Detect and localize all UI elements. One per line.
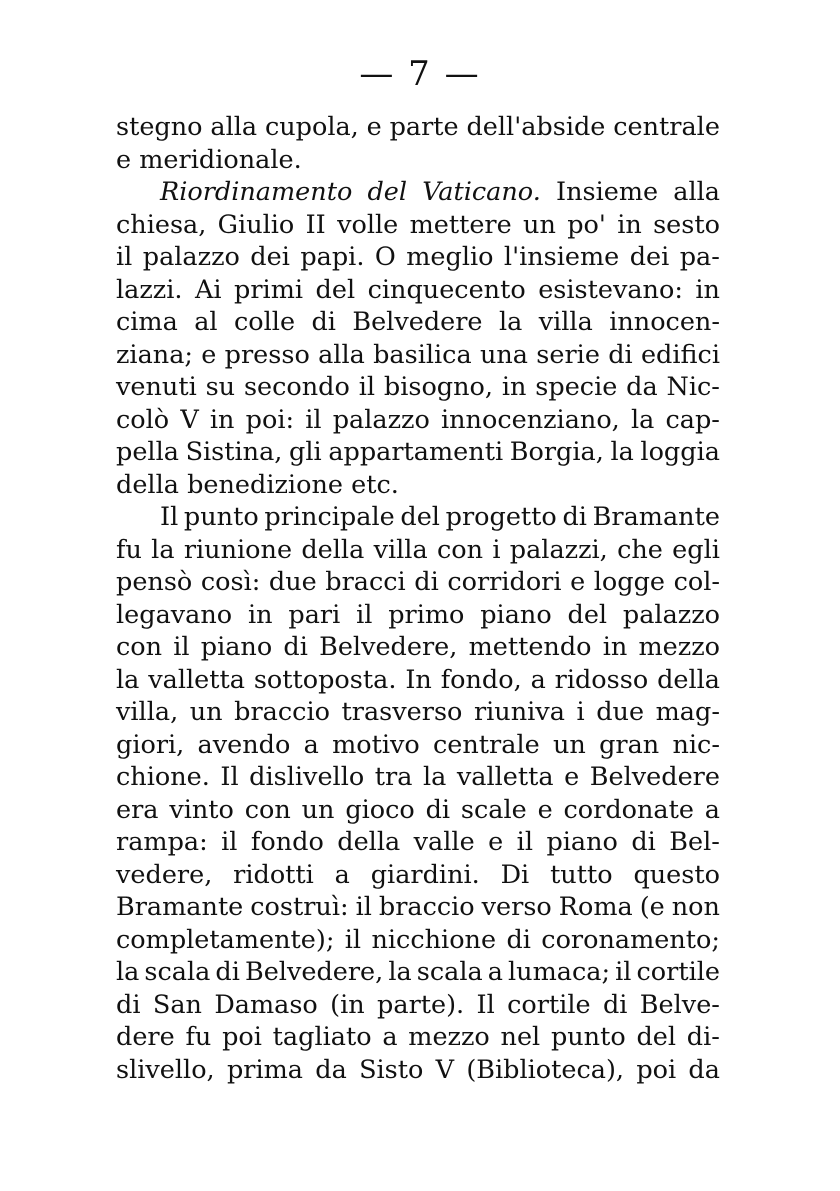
text-line (116, 501, 720, 534)
word: egli (672, 534, 720, 565)
word: due (268, 567, 317, 597)
word: gran (599, 729, 660, 760)
word: papi. (300, 242, 365, 272)
word: poi (636, 1054, 677, 1085)
word: e (201, 339, 217, 370)
word: Belvedere (352, 307, 483, 337)
word: braccio (234, 697, 330, 727)
word: di (425, 794, 451, 825)
word: dell'abside (466, 112, 606, 142)
word: e (488, 827, 504, 857)
word: II (305, 209, 326, 240)
word: pensò (116, 567, 193, 597)
word: villa, (116, 697, 179, 727)
word: fondo, (440, 664, 522, 695)
word: col- (673, 567, 720, 597)
word: valle (413, 827, 475, 857)
word: gli (289, 437, 322, 467)
word: non (671, 892, 720, 922)
word: appartamenti (328, 437, 504, 467)
word: di (631, 827, 656, 857)
word: del (315, 274, 356, 305)
word: Belvedere, (244, 957, 384, 987)
word: mettere (409, 209, 512, 240)
word: bracci (325, 567, 406, 597)
word: colò (116, 404, 170, 435)
word: la (498, 307, 523, 337)
word: trasverso (341, 697, 463, 727)
word: riunione (183, 534, 293, 565)
word: a (487, 957, 503, 987)
text-line (116, 566, 720, 599)
word: legavano (116, 599, 233, 630)
word: il (344, 924, 362, 955)
word: primi (234, 274, 304, 305)
word: la (422, 762, 447, 792)
word: esistevano: (538, 274, 683, 305)
word: pari (288, 599, 341, 630)
word: alla (673, 177, 720, 207)
word: innocenziano, (440, 404, 620, 435)
word: stegno (116, 112, 203, 142)
word: dislivello (249, 762, 365, 792)
word: cupola, (264, 112, 359, 142)
word: tagliato (272, 1022, 372, 1052)
word: e (537, 794, 553, 825)
word: il (173, 632, 190, 662)
word: slivello, (116, 1054, 215, 1085)
word: cap- (665, 404, 720, 435)
word: piano (480, 599, 552, 630)
word: un (189, 697, 223, 727)
word: e (116, 144, 132, 175)
word: della (116, 469, 179, 500)
word: avendo (197, 729, 291, 760)
word: cortile (636, 957, 720, 987)
word: prima (226, 1054, 303, 1085)
word: primo (388, 599, 465, 630)
text-line (116, 404, 720, 437)
word: del (636, 1022, 677, 1052)
word: un (301, 794, 335, 825)
word: scala (416, 957, 483, 987)
word: il (221, 827, 238, 857)
word: secondo (243, 372, 350, 402)
word: a (382, 1022, 398, 1052)
word: meglio (406, 242, 494, 272)
word: Sisto (359, 1054, 424, 1085)
word: di (283, 632, 308, 662)
word: po' (567, 209, 606, 240)
word: il (305, 404, 322, 435)
word: piano (200, 632, 273, 662)
word: principale (264, 502, 395, 532)
word: i (492, 534, 501, 565)
word: chione. (116, 762, 210, 792)
word: fu (116, 534, 142, 565)
text-line (116, 956, 720, 989)
text-line (116, 924, 720, 957)
word: Riordinamento (160, 177, 353, 207)
word: la (388, 957, 412, 987)
word: in (501, 372, 527, 402)
text-line (116, 696, 720, 729)
word: venuti (116, 372, 197, 402)
word: tra (374, 762, 413, 792)
text-line (116, 274, 720, 307)
word: di (215, 957, 240, 987)
word: serie (536, 339, 600, 370)
word: a (704, 794, 720, 825)
text-line (116, 111, 720, 144)
word: di (414, 567, 439, 597)
word: motivo (332, 729, 420, 760)
word: in (247, 599, 273, 630)
word: il (356, 599, 373, 630)
word: punto (550, 1022, 626, 1052)
word: ziana; (116, 339, 194, 370)
word: palazzo (142, 242, 240, 272)
text-line (116, 891, 720, 924)
word: benedizione (187, 469, 343, 500)
word: questo (633, 859, 720, 890)
word: il (355, 892, 372, 922)
word: che (617, 534, 663, 565)
word: una (479, 339, 529, 370)
word: parte (389, 112, 459, 142)
word: V (435, 1054, 455, 1085)
word: lazzi. (116, 274, 183, 305)
word: braccio (378, 892, 475, 922)
word: della (657, 664, 720, 695)
word: scala (144, 957, 211, 987)
word: i (576, 697, 585, 727)
word: a (334, 859, 350, 890)
text-line (116, 599, 720, 632)
word: a (303, 729, 319, 760)
word: Belvedere, (319, 632, 458, 662)
word: di (562, 502, 587, 532)
word: Borgia, (509, 437, 604, 467)
body-text (116, 111, 720, 1086)
text-line (116, 1054, 720, 1087)
word: cordonate (563, 794, 694, 825)
word: villa (538, 307, 593, 337)
word: la (116, 664, 140, 695)
word: mezzo (638, 632, 720, 662)
word: logge (593, 567, 665, 597)
word: del (367, 177, 408, 207)
word: e (366, 112, 382, 142)
word: Bramante (592, 502, 720, 532)
word: Belve- (639, 989, 720, 1020)
word: dere (116, 1022, 175, 1052)
word: fondo (250, 827, 324, 857)
word: la (610, 437, 634, 467)
word: giori, (116, 729, 185, 760)
word: verso (481, 892, 552, 922)
word: fu (185, 1022, 212, 1052)
word: la (151, 534, 175, 565)
word: la (116, 957, 140, 987)
word: V (180, 404, 199, 435)
word: In (405, 664, 432, 695)
word: della (337, 827, 401, 857)
word: completamente); (116, 924, 335, 955)
text-line (116, 729, 720, 762)
word: con (244, 794, 291, 825)
word: piano (546, 827, 618, 857)
word: O (374, 242, 396, 272)
word: un (523, 209, 556, 240)
word: presso (224, 339, 310, 370)
word: meridionale. (139, 144, 302, 175)
word: un (552, 729, 586, 760)
word: al (194, 307, 218, 337)
word: alla (210, 112, 258, 142)
word: da (688, 1054, 720, 1085)
word: Damaso (214, 989, 318, 1020)
word: da (626, 372, 658, 402)
word: vedere, (116, 859, 213, 890)
word: di (116, 989, 141, 1020)
word: era (116, 794, 159, 825)
text-line (116, 1021, 720, 1054)
word: e (564, 762, 580, 792)
word: di (506, 924, 531, 955)
word: sottoposta. (253, 664, 397, 695)
text-line (116, 209, 720, 242)
word: il (516, 827, 533, 857)
word: ridosso (554, 664, 649, 695)
word: cinquecento (367, 274, 526, 305)
word: il (358, 372, 376, 402)
text-line (116, 761, 720, 794)
word: su (205, 372, 236, 402)
word: Belvedere (589, 762, 720, 792)
word: l'insieme (503, 242, 620, 272)
word: mezzo (408, 1022, 490, 1052)
word: alla (318, 339, 365, 370)
word: colle (234, 307, 296, 337)
word: Nic- (666, 372, 720, 402)
word: coronamento; (541, 924, 720, 955)
word: palazzi, (509, 534, 608, 565)
word: in (209, 404, 235, 435)
word: del (400, 502, 440, 532)
word: Vaticano. (422, 177, 541, 207)
word: di (608, 339, 633, 370)
text-line (116, 306, 720, 339)
word: Il (476, 989, 495, 1020)
word: Il (220, 762, 239, 792)
word: da (315, 1054, 347, 1085)
word: due (596, 697, 645, 727)
word: chiesa, (116, 209, 207, 240)
word: della (301, 534, 365, 565)
word: nel (500, 1022, 541, 1052)
word: Giulio (217, 209, 295, 240)
word: a (530, 664, 546, 695)
word: in (695, 274, 720, 305)
word: mag- (655, 697, 720, 727)
word: edifici (640, 339, 720, 370)
word: centrale (613, 112, 720, 142)
word: poi: (245, 404, 295, 435)
text-line (116, 176, 720, 209)
word: dei (629, 242, 670, 272)
word: tutto (550, 859, 613, 890)
text-line (116, 339, 720, 372)
word: cortile (507, 989, 591, 1020)
word: di- (686, 1022, 720, 1052)
word: così: (200, 567, 261, 597)
word: giardini. (370, 859, 480, 890)
word: rampa: (116, 827, 208, 857)
word: Bel- (669, 827, 720, 857)
word: Di (500, 859, 530, 890)
text-line (116, 989, 720, 1022)
word: nic- (672, 729, 720, 760)
word: innocen- (609, 307, 720, 337)
word: vinto (169, 794, 234, 825)
word: di (311, 307, 336, 337)
word: bisogno, (383, 372, 493, 402)
text-line (116, 664, 720, 697)
word: scale (460, 794, 527, 825)
word: Ai (194, 274, 222, 305)
word: sesto (653, 209, 720, 240)
word: con (116, 632, 163, 662)
page-number: — 7 — (359, 54, 481, 94)
word: gioco (345, 794, 415, 825)
word: (Biblioteca), (466, 1054, 625, 1085)
word: pella (116, 437, 179, 467)
word: con (436, 534, 484, 565)
text-line (116, 859, 720, 892)
word: la (630, 404, 655, 435)
word: valletta (456, 762, 554, 792)
word: parte). (377, 989, 465, 1020)
word: e (570, 567, 586, 597)
word: specie (535, 372, 618, 402)
word: cima (116, 307, 178, 337)
word: il (615, 957, 632, 987)
word: nicchione (371, 924, 497, 955)
word: etc. (351, 469, 399, 500)
word: Bramante (116, 892, 244, 922)
word: loggia (640, 437, 720, 467)
word: valletta (148, 664, 245, 695)
text-line (116, 469, 720, 502)
word: ridotti (233, 859, 314, 890)
word: San (152, 989, 202, 1020)
word: di (602, 989, 628, 1020)
word: Sistina, (185, 437, 283, 467)
word: pa- (679, 242, 720, 272)
word: Insieme (556, 177, 659, 207)
text-line (116, 794, 720, 827)
word: progetto (445, 502, 557, 532)
word: villa (373, 534, 428, 565)
word: (e (639, 892, 665, 922)
text-line (116, 631, 720, 664)
word: Roma (558, 892, 633, 922)
word: del (567, 599, 608, 630)
word: Il (160, 502, 179, 532)
word: palazzo (332, 404, 430, 435)
text-line (116, 241, 720, 274)
word: punto (183, 502, 259, 532)
word: dei (250, 242, 290, 272)
word: riuniva (473, 697, 565, 727)
word: poi (222, 1022, 262, 1052)
text-line (116, 436, 720, 469)
word: palazzo (622, 599, 720, 630)
word: centrale (433, 729, 540, 760)
text-line (116, 371, 720, 404)
word: corridori (447, 567, 562, 597)
word: il (116, 242, 133, 272)
word: mettendo (468, 632, 592, 662)
word: in (617, 209, 642, 240)
word: lumaca; (508, 957, 611, 987)
text-line (116, 826, 720, 859)
text-line (116, 534, 720, 567)
word: costruì: (250, 892, 349, 922)
word: (in (330, 989, 365, 1020)
word: in (602, 632, 628, 662)
word: volle (337, 209, 399, 240)
word: basilica (373, 339, 472, 370)
text-line (116, 144, 720, 177)
